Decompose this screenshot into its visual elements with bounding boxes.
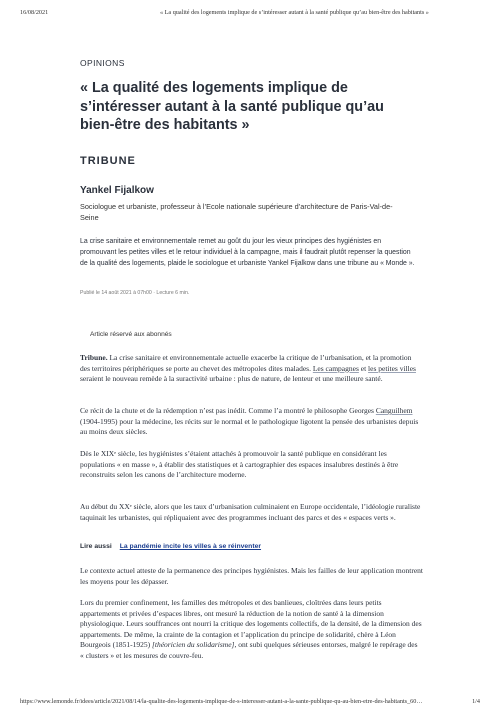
kicker-label: TRIBUNE	[80, 155, 136, 167]
paragraph-4: Au début du XXᵉ siècle, alors que les taux d’urbanisation culminaient en Europe occidentale, l’idéologie ruraliste taquinait les urbanistes, qui répliquaient avec des programmes incluant des parcs et des « espaces verts ».	[80, 502, 421, 522]
print-url: https://www.lemonde.fr/idees/article/2021/08/14/la-qualite-des-logements-implique-de-s-interesser-autant-a-la-sante-publique-qu-au-bien-etre-des-habitants_60…	[20, 698, 423, 705]
paragraph-italic: [théoricien du solidarisme]	[151, 640, 235, 649]
paragraph-3: Dès le XIXᵉ siècle, les hygiénistes s’étaient attachés à promouvoir la santé publique en considérant les populations « en masse », à établir des statistiques et à cartographier des espaces insalubres destinés à être reconstruits selon les canons de l’architecture moderne.	[80, 449, 399, 479]
paragraph-6	[80, 598, 423, 661]
paragraph-text: seraient le nouveau remède à la suractivité urbaine : plus de nature, de lenteur et une meilleure santé.	[80, 374, 383, 383]
paragraph-lead: Tribune.	[80, 353, 108, 362]
read-also-link[interactable]: La pandémie incite les villes à se réinventer	[119, 543, 262, 550]
paragraph-5: Le contexte actuel atteste de la permanence des principes hygiénistes. Mais les failles de leur application montrent les moyens pour les dépasser.	[80, 566, 423, 586]
paragraph-1	[80, 353, 423, 385]
headline: « La qualité des logements implique de s’intéresser autant à la santé publique qu’au bien-être des habitants »	[80, 80, 384, 133]
publication-meta: Publié le 14 août 2021 à 07h00 · Lecture 6 min.	[80, 290, 190, 296]
paragraph-text: et	[358, 363, 369, 373]
paragraph-text: , ont subi quelques sérieuses entorses, malgré le repérage des « clusters » et les mesures de couvre-feu.	[80, 640, 418, 660]
section-label[interactable]: OPINIONS	[80, 58, 125, 68]
paragraph-text: Ce récit de la chute et de la rédemption n’est pas inédit. Comme l’a montré le philosophe Georges	[80, 406, 376, 415]
print-date: 16/08/2021	[20, 9, 49, 16]
read-also	[80, 543, 261, 550]
link-campagnes[interactable]: Les campagnes	[312, 363, 359, 373]
paragraph-2	[80, 406, 423, 438]
paragraph-text: Lors du premier confinement, les familles des métropoles et des banlieues, cloîtrées dans leurs petits appartements et privées d’espaces libres, ont mesuré la réduction de la notion de santé à la dimension physiologique. Leurs souffrances ont nourri la critique des logements collectifs, de la densité, de la dimension des appartements. De même, la crainte de la contagion et l’application du principe de solidarité, chère à Léon Bourgeois (1851-1925)	[80, 598, 422, 649]
read-also-label: Lire aussi	[80, 543, 112, 550]
subscriber-note: Article réservé aux abonnés	[90, 331, 172, 338]
page-number: 1/4	[472, 698, 480, 705]
link-petites-villes[interactable]: les petites villes	[368, 363, 416, 373]
article-standfirst: La crise sanitaire et environnementale remet au goût du jour les vieux principes des hygiénistes en promouvant les petites villes et le retour individuel à la campagne, mais il faudrait plutôt repenser la question de la qualité des logements, plaide le sociologue et urbaniste Yankel Fijalkow dans une tribune au « Monde ».	[80, 238, 415, 267]
paragraph-text: La crise sanitaire et environnementale actuelle exacerbe la critique de l’urbanisation, et la promotion des territoires périphériques se porte au chevet des métropoles dites malades.	[80, 353, 412, 373]
author-bio: Sociologue et urbaniste, professeur à l’Ecole nationale supérieure d’architecture de Paris-Val-de-Seine	[80, 202, 393, 222]
author-name[interactable]: Yankel Fijalkow	[80, 185, 154, 196]
paragraph-text: (1904-1995) pour la médecine, les récits sur le normal et le pathologique ligotent la pensée des urbanistes depuis au moins deux siècles.	[80, 416, 419, 436]
link-canguilhem[interactable]: Canguilhem	[375, 406, 413, 415]
print-title: « La qualité des logements implique de s’intéresser autant à la santé publique qu’au bien-être des habitants »	[160, 9, 429, 16]
